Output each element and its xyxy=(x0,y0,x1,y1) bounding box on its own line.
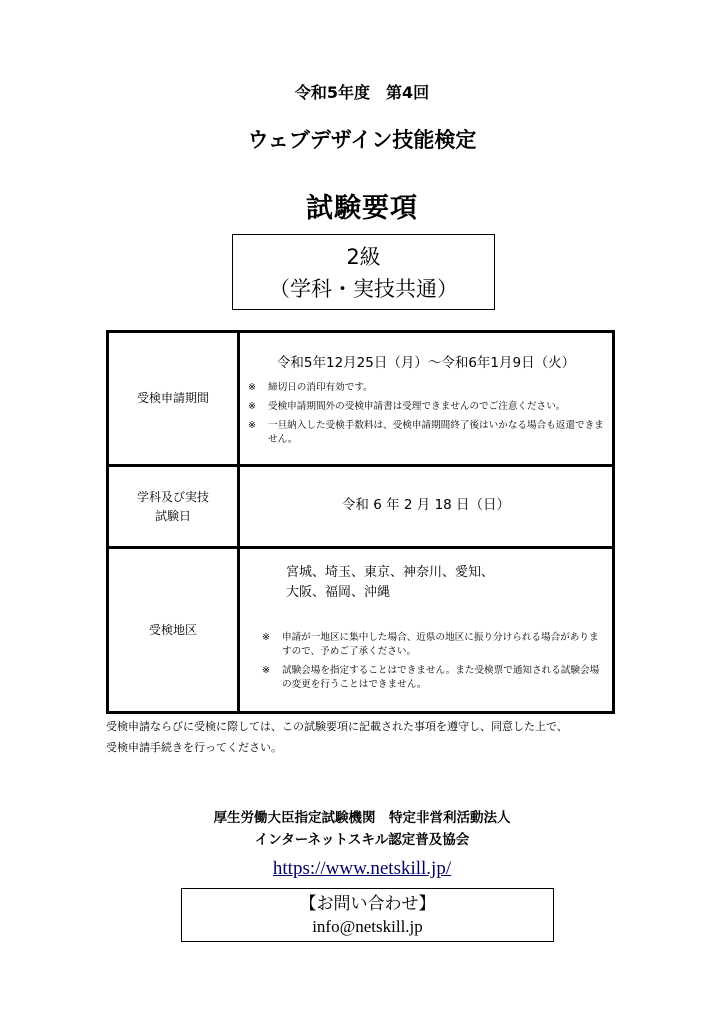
exam-areas-label: 受検地区 xyxy=(108,548,239,713)
note-mark: ※ xyxy=(248,401,257,412)
organization-line1: 厚生労働大臣指定試験機関 特定非営利活動法人 xyxy=(213,810,511,826)
contact-box xyxy=(181,888,554,942)
application-note xyxy=(248,381,604,395)
note-text: 締切日の消印有効です。 xyxy=(268,382,373,393)
note-text: 申請が一地区に集中した場合、近県の地区に振り分けられる場合がありますので、予めご了承ください。 xyxy=(282,632,599,657)
note-text: 受検申請期間外の受検申請書は受理できませんのでご注意ください。 xyxy=(268,401,566,412)
exam-areas-row xyxy=(108,548,614,713)
agreement-text xyxy=(106,716,626,758)
exam-areas-line2: 大阪、福岡、沖縄 xyxy=(286,585,391,600)
grade-scope: （学科・実技共通） xyxy=(269,277,458,301)
note-mark: ※ xyxy=(262,665,271,676)
exam-areas-list xyxy=(286,563,612,603)
note-text: 一旦納入した受検手数料は、受検申請期間終了後はいかなる場合も返還できません。 xyxy=(268,420,604,445)
exam-date-label xyxy=(108,466,239,548)
application-note xyxy=(248,400,604,414)
document-title: 試験要項 xyxy=(306,193,418,224)
exam-date-label-line2: 試験日 xyxy=(154,508,191,523)
exam-areas-notes xyxy=(240,631,612,692)
application-note xyxy=(248,419,604,447)
grade-level: 2級 xyxy=(346,245,381,269)
exam-date-value: 令和 6 年 2 月 18 日（日） xyxy=(341,496,511,513)
note-mark: ※ xyxy=(262,632,271,643)
application-period-row xyxy=(108,332,614,466)
organization-line2: インターネットスキル認定普及協会 xyxy=(254,832,470,848)
application-period-value: 令和5年12月25日（月）～令和6年1月9日（火） xyxy=(276,355,576,371)
agreement-line1: 受検申請ならびに受検に際しては、この試験要項に記載された事項を遵守し、同意した上で、 xyxy=(106,720,568,733)
grade-box xyxy=(232,234,495,310)
areas-note xyxy=(262,664,604,692)
note-mark: ※ xyxy=(248,420,257,431)
agreement-line2: 受検申請手続きを行ってください。 xyxy=(106,741,282,754)
website-link[interactable]: https://www.netskill.jp/ xyxy=(272,858,452,879)
note-text: 試験会場を指定することはできません。また受検票で通知される試験会場の変更を行うことはできません。 xyxy=(282,665,600,690)
exam-areas-line1: 宮城、埼玉、東京、神奈川、愛知、 xyxy=(286,565,495,580)
application-period-cell xyxy=(239,332,614,466)
exam-date-row xyxy=(108,466,614,548)
year-round-heading: 令和5年度 第4回 xyxy=(294,83,430,102)
contact-heading: 【お問い合わせ】 xyxy=(299,894,436,913)
exam-date-label-line1: 学科及び実技 xyxy=(136,489,209,504)
note-mark: ※ xyxy=(248,382,257,393)
exam-name-heading: ウェブデザイン技能検定 xyxy=(247,128,477,152)
exam-info-table xyxy=(106,330,615,714)
application-period-label: 受検申請期間 xyxy=(108,332,239,466)
areas-note xyxy=(262,631,604,659)
exam-areas-cell xyxy=(239,548,614,713)
exam-date-cell xyxy=(239,466,614,548)
contact-email[interactable]: info@netskill.jp xyxy=(312,917,423,936)
